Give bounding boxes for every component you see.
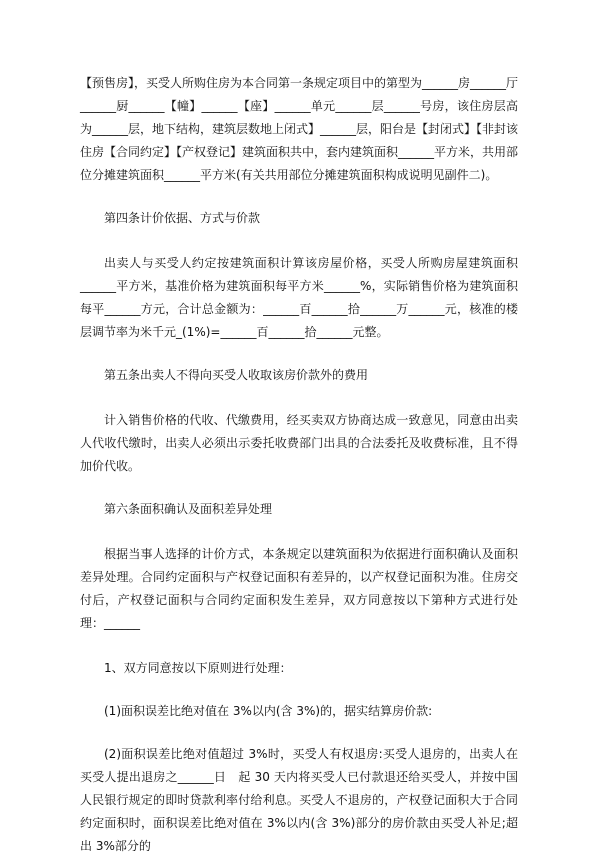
clause-6-paragraph: 根据当事人选择的计价方式，本条规定以建筑面积为依据进行面积确认及面积差异处理。合同约定面积与产权登记面积有差异的，以产权登记面积为准。住房交付后，产权登记面积与合同约定面积发生差异，双方同意按以下第种方式进行处理：______ xyxy=(80,547,518,630)
clause-4-heading: 第四条计价依据、方式与价款 xyxy=(104,211,261,225)
document-page xyxy=(80,72,518,858)
principle-item-1: (1)面积误差比绝对值在 3%以内(含 3%)的，据实结算房价款: xyxy=(104,704,433,718)
clause-6-heading: 第六条面积确认及面积差异处理 xyxy=(104,502,273,516)
principle-item-2: (2)面积误差比绝对值超过 3%时，买受人有权退房:买受人退房的，出卖人在买受人提出退房之______日 起 30 天内将买受人已付款退还给买受人，并按中国人民银行规定的即时贷款利率付给利息。买受人不退房的，产权登记面积大于合同约定面积时，面积误差比绝对值在 3%以内(含 3%)部分的房价款由买受人补足;超出 3%部分的 xyxy=(80,747,518,853)
clause-5-paragraph: 计入销售价格的代收、代缴费用，经买卖双方协商达成一致意见，同意由出卖人代收代缴时，出卖人必须出示委托收费部门出具的合法委托及收费标准，且不得加价代收。 xyxy=(80,413,518,473)
clause-4-paragraph: 出卖人与买受人约定按建筑面积计算该房屋价格，买受人所购房屋建筑面积______平方米，基准价格为建筑面积每平方米______%，实际销售价格为建筑面积每平______方元，合计总金额为：______百______拾______万______元，核准的楼层调节率为米千元_(1%)=______百______拾______元整。 xyxy=(80,256,518,339)
principle-heading: 1、双方同意按以下原则进行处理： xyxy=(104,661,292,675)
clause-3-paragraph: 【预售房】，买受人所购住房为本合同第一条规定项目中的第型为______房______厅______厨______【幢】______【座】______单元______层______号房，该住房层高为______层，地下结构，建筑层数地上闭式】______层，阳台是【封闭式】【非封该住房【合同约定】【产权登记】建筑面积共中，套内建筑面积______平方米，共用部位分摊建筑面积______平方米(有关共用部位分摊建筑面积构成说明见副件二)。 xyxy=(80,76,519,182)
clause-5-heading: 第五条出卖人不得向买受人收取该房价款外的费用 xyxy=(104,368,369,382)
